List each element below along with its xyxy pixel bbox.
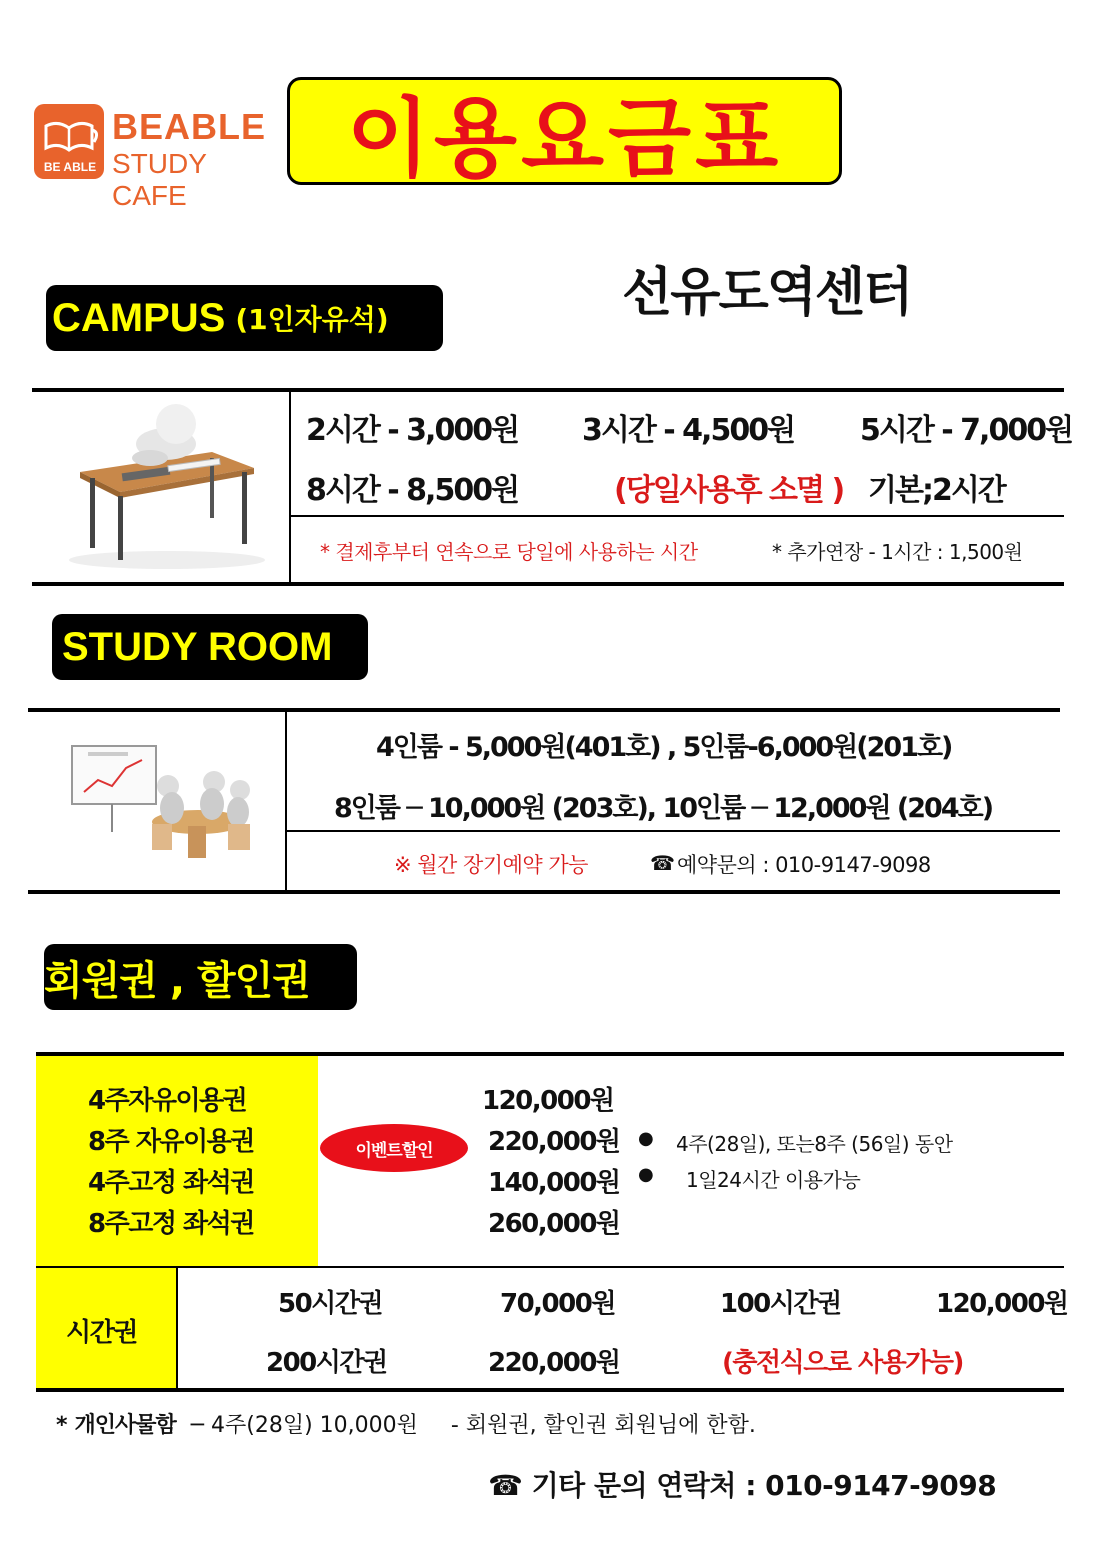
time-pass-50h-price: 70,000원	[500, 1289, 615, 1319]
campus-basic-time: 기본;2시간	[868, 473, 1005, 508]
pass-price-4w-fixed: 140,000원	[488, 1168, 620, 1198]
campus-note-left: * 결제후부터 연속으로 당일에 사용하는 시간	[320, 540, 698, 564]
membership-heading	[44, 944, 357, 1010]
bullet-icon: ●	[638, 1164, 654, 1185]
time-pass-100h-price: 120,000원	[936, 1289, 1068, 1319]
logo-subtitle: STUDY CAFE	[112, 148, 207, 211]
locker-detail: ─ 4주(28일) 10,000원	[190, 1413, 418, 1438]
campus-note-right: * 추가연장 - 1시간 : 1,500원	[772, 540, 1023, 564]
pass-name-4w-free: 4주자유이용권	[88, 1086, 247, 1116]
logo-name: BEABLE	[112, 106, 267, 147]
studyroom-bottom-border	[28, 890, 1060, 894]
locker-line	[56, 1408, 756, 1439]
membership-bullet-period: 4주(28일), 또는8주 (56일) 동안	[676, 1132, 953, 1156]
campus-note-divider	[290, 515, 1064, 517]
time-pass-divider	[176, 1268, 178, 1388]
time-pass-50h-name: 50시간권	[278, 1289, 383, 1319]
time-pass-200h-price: 220,000원	[488, 1348, 620, 1378]
studyroom-line2: 8인룸 ─ 10,000원 (203호), 10인룸 ─ 12,000원 (204호)	[334, 793, 993, 824]
time-pass-label: 시간권	[66, 1318, 137, 1348]
locker-star: *	[56, 1413, 68, 1438]
time-pass-200h-name: 200시간권	[266, 1348, 387, 1378]
membership-bullet-24h: 1일24시간 이용가능	[686, 1168, 861, 1192]
page-title: 이용요금표	[346, 89, 783, 189]
membership-bottom-border	[36, 1388, 1064, 1392]
campus-heading-sub: (1인자유석)	[235, 303, 389, 336]
locker-note: - 회원권, 할인권 회원님에 한함.	[450, 1413, 756, 1438]
logo-badge-text: BE ABLE	[43, 160, 97, 174]
title-box	[287, 77, 842, 189]
campus-top-border	[32, 388, 1064, 392]
telephone-icon: ☎	[650, 851, 675, 875]
campus-bottom-border	[32, 582, 1064, 586]
studyroom-monthly-note: ※ 월간 장기예약 가능	[394, 853, 588, 877]
membership-mid-border	[36, 1266, 1064, 1268]
campus-rate-3h: 3시간 - 4,500원	[582, 413, 795, 448]
pass-name-8w-fixed: 8주고정 좌석권	[88, 1209, 254, 1239]
membership-heading-text: 회원권 , 할인권	[44, 957, 310, 1004]
campus-expire-note: (당일사용후 소멸 )	[614, 473, 844, 508]
contact-line: ☎ 기타 문의 연락처 : 010-9147-9098	[488, 1469, 997, 1502]
studyroom-line1: 4인룸 - 5,000원(401호) , 5인룸-6,000원(201호)	[376, 732, 952, 763]
campus-rate-8h: 8시간 - 8,500원	[306, 473, 519, 508]
branch-name: 선유도역센터	[622, 263, 912, 323]
bullet-icon: ●	[638, 1128, 654, 1149]
campus-rate-2h: 2시간 - 3,000원	[306, 413, 519, 448]
studyroom-divider	[285, 711, 287, 891]
pass-name-8w-free: 8주 자유이용권	[88, 1127, 254, 1157]
pass-price-8w-free: 220,000원	[488, 1127, 620, 1157]
pass-name-4w-fixed: 4주고정 좌석권	[88, 1168, 254, 1198]
pass-price-8w-fixed: 260,000원	[488, 1209, 620, 1239]
event-discount-text: 이벤트할인	[355, 1140, 433, 1161]
campus-heading-text: CAMPUS	[52, 295, 226, 340]
campus-heading	[46, 285, 443, 351]
meeting-room-image	[68, 740, 258, 862]
desk-figure-image	[62, 400, 272, 572]
studyroom-note-divider	[286, 830, 1060, 832]
time-pass-100h-name: 100시간권	[720, 1289, 841, 1319]
studyroom-heading	[52, 614, 368, 680]
pass-price-4w-free: 120,000원	[482, 1086, 614, 1116]
campus-divider	[289, 391, 291, 583]
campus-rate-5h: 5시간 - 7,000원	[860, 413, 1073, 448]
studyroom-top-border	[28, 708, 1060, 712]
locker-label: 개인사물함	[74, 1413, 176, 1438]
rechargeable-note: (충전식으로 사용가능)	[722, 1348, 963, 1378]
studyroom-reserve-contact: 예약문의 : 010-9147-9098	[677, 853, 931, 877]
event-discount-badge	[320, 1124, 468, 1172]
studyroom-heading-text: STUDY ROOM	[62, 624, 333, 669]
logo	[34, 104, 267, 211]
